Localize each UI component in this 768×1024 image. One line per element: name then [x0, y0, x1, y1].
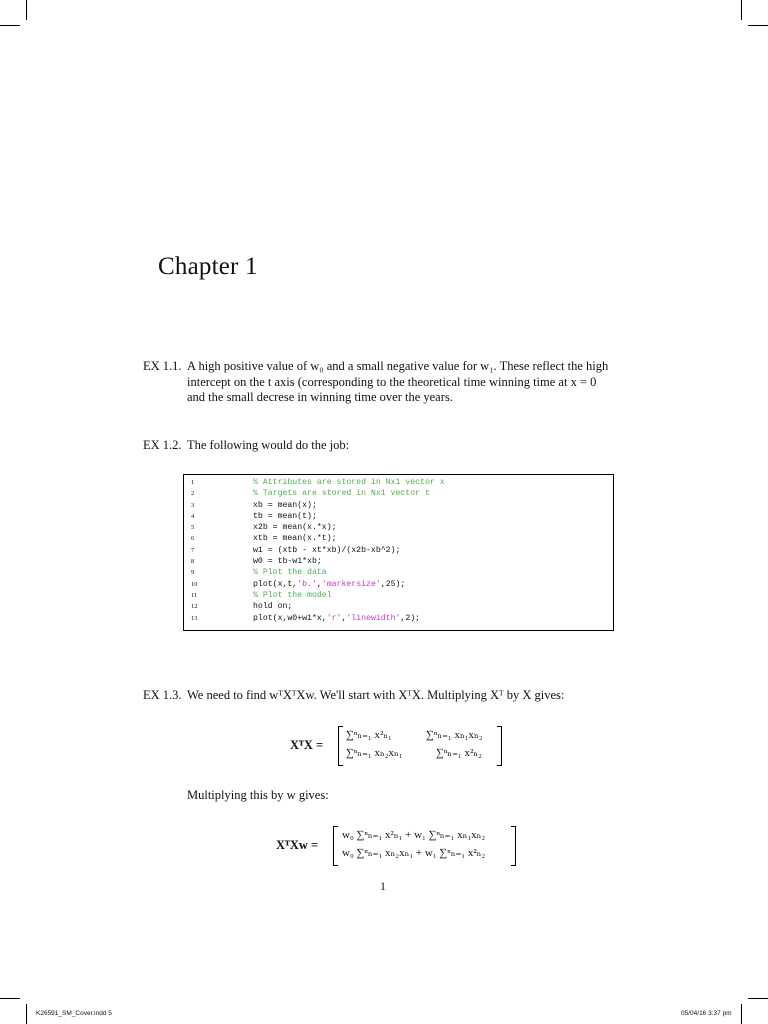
equation-xtx: [290, 726, 510, 766]
line-number: 10: [191, 580, 198, 588]
body-text: [187, 788, 657, 804]
code-line: [184, 501, 613, 512]
line-number: 11: [191, 591, 198, 599]
code-text: x2b = mean(x.*x);: [253, 523, 337, 533]
code-text: xtb = mean(x.*t);: [253, 534, 337, 544]
footer-timestamp: 05/04/16 3:37 pm: [681, 1010, 732, 1017]
code-text: % Plot the data: [253, 568, 327, 578]
right-bracket: [511, 826, 516, 866]
code-text: % Targets are stored in Nx1 vector t: [253, 489, 430, 499]
exercise-label: EX 1.1.: [143, 359, 182, 373]
code-listing: [183, 474, 614, 631]
exercise-1-2: [143, 438, 613, 454]
code-text: [253, 580, 405, 589]
code-text: xb = mean(x);: [253, 500, 317, 510]
crop-mark: [741, 0, 742, 20]
line-number: 1: [191, 479, 195, 486]
code-line: [184, 534, 613, 545]
matrix-cell: ∑ⁿₙ₌₁ xₙ₂xₙ₁: [346, 747, 403, 759]
code-line: [184, 478, 613, 489]
exercise-label: EX 1.3.: [143, 688, 182, 702]
matrix-cell: ∑ⁿₙ₌₁ x²ₙ₁: [346, 729, 392, 741]
footer-file: K26591_SM_Cover.indd 5: [36, 1010, 112, 1017]
matrix-cell: ∑ⁿₙ₌₁ xₙ₁xₙ₂: [426, 729, 483, 741]
code-text: % Attributes are stored in Nx1 vector x: [253, 478, 445, 487]
crop-mark: [748, 998, 768, 999]
line-number: 13: [191, 614, 198, 622]
code-line: [184, 568, 613, 579]
vector-entry: w₀ ∑ⁿₙ₌₁ x²ₙ₁ + w₁ ∑ⁿₙ₌₁ xₙ₁xₙ₂: [342, 829, 486, 841]
crop-mark: [26, 0, 27, 20]
exercise-text: We need to find wᵀXᵀXw. We'll start with XᵀX. Multiplying Xᵀ by X gives:: [187, 688, 565, 702]
code-line: [184, 546, 613, 557]
code-line: [184, 512, 613, 523]
line-number: 2: [191, 490, 195, 498]
code-text: [253, 614, 420, 623]
code-line: [184, 591, 613, 602]
crop-mark: [26, 1004, 27, 1024]
exercise-1-3: [143, 688, 623, 704]
code-string: 'b.': [297, 579, 317, 589]
code-line: [184, 602, 613, 613]
code-text: w0 = tb-w1*xb;: [253, 557, 322, 567]
line-number: 12: [191, 603, 198, 611]
exercise-label: EX 1.2.: [143, 438, 182, 452]
code-token: plot(x,t,: [253, 579, 298, 589]
line-number: 5: [191, 524, 195, 532]
code-token: ,: [341, 613, 347, 623]
code-line: [184, 557, 613, 568]
line-number: 6: [191, 535, 195, 543]
code-text: hold on;: [253, 602, 293, 612]
code-string: 'r': [326, 613, 342, 623]
line-number: 3: [191, 501, 195, 509]
right-bracket: [497, 726, 502, 766]
exercise-text: The following would do the job:: [187, 438, 350, 452]
left-bracket: [338, 726, 343, 766]
code-text: tb = mean(t);: [253, 511, 317, 521]
code-token: ,2);: [400, 613, 421, 623]
page-number: 1: [380, 879, 386, 893]
code-token: ,: [316, 579, 322, 589]
code-token: plot(x,w0+w1*x,: [253, 613, 327, 623]
chapter-title: Chapter 1: [158, 253, 258, 280]
line-number: 9: [191, 569, 195, 577]
crop-mark: [748, 25, 768, 26]
line-number: 7: [191, 546, 195, 554]
code-text: % Plot the model: [253, 590, 332, 600]
crop-mark: [0, 998, 20, 999]
vector-entry: w₀ ∑ⁿₙ₌₁ xₙ₂xₙ₁ + w₁ ∑ⁿₙ₌₁ x²ₙ₂: [342, 847, 486, 859]
line-number: 8: [191, 558, 195, 566]
code-line: [184, 580, 613, 591]
crop-mark: [0, 25, 20, 26]
code-string: 'markersize': [321, 579, 381, 589]
matrix-cell: ∑ⁿₙ₌₁ x²ₙ₂: [436, 747, 482, 759]
exercise-1-1: [143, 359, 613, 409]
line-number: 4: [191, 512, 195, 520]
code-text: w1 = (xtb - xt*xb)/(x2b-xb^2);: [253, 545, 401, 555]
equation-lhs: XᵀX =: [290, 738, 324, 752]
code-string: 'linewidth': [346, 613, 401, 623]
code-token: ,25);: [380, 579, 406, 589]
code-line: [184, 614, 613, 625]
exercise-text: A high positive value of w₀ and a small negative value for w₁. These reflect the high intercept on the t axis (corresponding to the theoretical time winning time at x = 0 and the small decrese in winning time over the years.: [187, 359, 609, 404]
code-line: [184, 489, 613, 500]
crop-mark: [741, 1004, 742, 1024]
paragraph: Multiplying this by w gives:: [187, 788, 329, 802]
equation-lhs: XᵀXw =: [276, 838, 319, 852]
code-line: [184, 523, 613, 534]
left-bracket: [333, 826, 338, 866]
equation-xtxw: [276, 826, 521, 866]
